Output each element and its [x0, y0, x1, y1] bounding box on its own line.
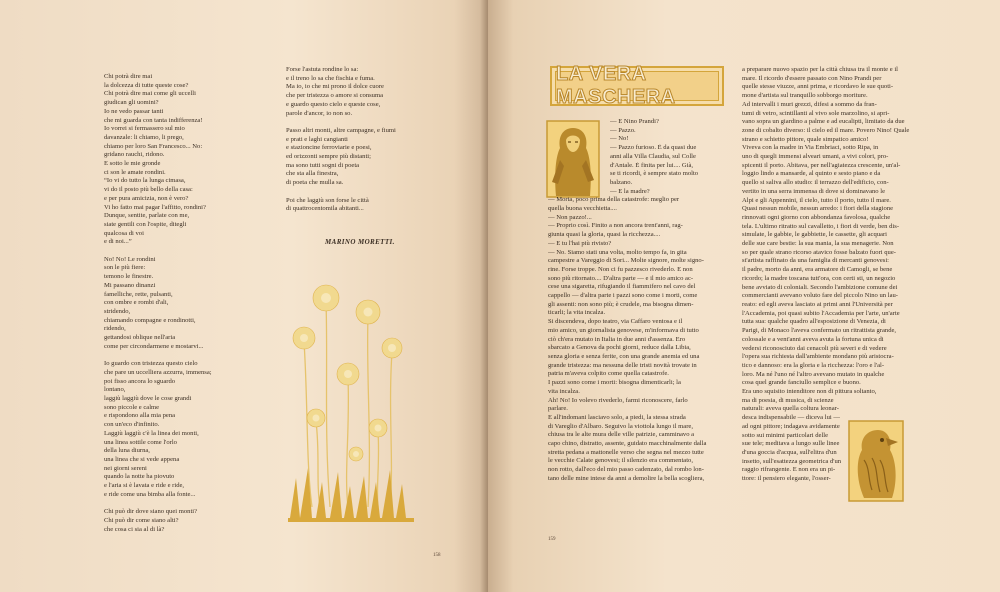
- story-line: — Non pazzo!...: [548, 213, 592, 221]
- poem-line: di poeta che mulla sa.: [286, 179, 344, 187]
- story-line: non rotto, dall'eco del mio passo cadenzato, dal rombo lon-: [548, 466, 704, 474]
- story-line: — No. Siamo stati una volta, molto tempo fa, in gita: [548, 248, 687, 256]
- story-line: patria m'aveva colpito come quella catastrofe.: [548, 370, 669, 378]
- story-line: mio amico, un giornalista genovese, m'informava di tutto: [548, 326, 699, 334]
- story-line: rine. Forse troppe. Non ci fu pazzesco rivederlo. E non: [548, 265, 693, 273]
- story-line: — E Nino Prandi?: [610, 118, 659, 125]
- poem-line: ci son le amate rondini.: [104, 168, 166, 176]
- story-line: — E la madre?: [610, 187, 650, 195]
- stanza-break: [286, 188, 396, 197]
- poem-line: parole d'ancor, io non so.: [286, 109, 353, 117]
- poem-line: Vi ho fatto mai pagar l'affitto, rondini?: [104, 203, 206, 211]
- stanza-break: [104, 351, 212, 360]
- story-line: bene avviato di coloniali. Secondo l'ambizione comune dei: [742, 283, 898, 291]
- story-line: sono più ritornato.... D'altra parte — e il mio amico ac-: [548, 274, 694, 282]
- story-column-2: [742, 66, 920, 484]
- story-line: st'artista raffinato da una famiglia di mercanti genovesi:: [742, 257, 889, 265]
- story-line: grande tristezza: ma nessuna delle tristi novità trovate in: [548, 361, 697, 369]
- story-line: — Pazzo furioso. È da quasi due: [610, 144, 697, 152]
- poem-line: Io vorrei si fermassero sul mio: [104, 125, 185, 133]
- story-line: chiusa tra le alte mura delle ville patrizie, camminavo a: [548, 431, 695, 439]
- poem-line: No! No! Le rondini: [104, 255, 156, 263]
- poem-line: che per tristezza o amore si consuma: [286, 92, 384, 100]
- story-line: vano sopra un giardino a palme e ad eucalipti, limitato da due: [742, 118, 905, 126]
- poem-line: che mi guarda con tanta indifferenza!: [104, 116, 203, 124]
- story-line: tumi di vetro, scintillanti al vivo sole marzolino, si apri-: [742, 109, 890, 117]
- poem-line: Forse l'astuta rondine lo sa:: [286, 66, 359, 73]
- story-line: l'Accademia, poi quasi subito l'Accademia per l'arte, un'arte: [742, 309, 900, 317]
- story-line: tutta sua: qualche quadro all'esposizione di Venezia, di: [742, 318, 886, 326]
- poem-line: e stazioncine ferroviarie e poesi,: [286, 144, 372, 152]
- story-line: sbarcato a Genova da pochi giorni, reduce dalla Libia,: [548, 344, 691, 352]
- story-line: Ad intervalli i muri grezzi, difesi a sommo da fran-: [742, 100, 877, 108]
- poem-line: temono le finestre.: [104, 273, 154, 281]
- story-line: d'una goccia d'acqua, sull'elitra d'un: [742, 448, 837, 456]
- poem-line: chiamando compagne e rondinotti,: [104, 316, 196, 324]
- poem-line: con un'eco d'infinito.: [104, 421, 160, 429]
- story-line: ma di poesia, di musica, di scienze: [742, 396, 834, 404]
- poem-line: sono piccole e calme: [104, 403, 160, 411]
- story-line: l'opera sua richiesta dall'ambiente mondano più aristocra-: [742, 353, 894, 361]
- story-line: strano e schietto pittore, quale simpatico amico!: [742, 135, 869, 143]
- poem-line: davanzale: li chiamo, li prego,: [104, 133, 184, 141]
- dandelion-illustration: [286, 282, 416, 522]
- story-line: zone di cobalto diverso: il cielo ed il mare. Povero Nino! Quale: [742, 126, 910, 134]
- poem-line: gridano rauchi, ridono.: [104, 151, 165, 159]
- poem-line: con ombre e rombi d'ali,: [104, 299, 169, 307]
- author-signature: MARINO MORETTI.: [325, 238, 395, 246]
- poem-line: lontano,: [104, 386, 126, 394]
- story-line: ad ogni pittore; indagava avidamente: [742, 422, 840, 430]
- story-line: tela. L'ultimo ritratto sul cavalletto, i fiori di verde, ben dis-: [742, 222, 900, 230]
- poem-line: Chi può dir come siano alti?: [104, 516, 179, 524]
- story-line: — Proprio così. Finito a non ancora trent'anni, rag-: [548, 222, 683, 230]
- story-line: I pazzi sono come i morti: bisogna dimenticarli; la: [548, 379, 681, 387]
- page-number-left: 158: [433, 553, 441, 558]
- stanza-break: [286, 118, 396, 127]
- poem-line: e per pura amicizia, non è vero?: [104, 194, 189, 202]
- story-line: parlare.: [548, 405, 568, 413]
- story-line: loro. Ma né l'uno né l'altro avevano mutato in qualche: [742, 370, 885, 378]
- poem-line: di quattrocentomila abitanti...: [286, 205, 364, 213]
- poem-line: “Io vi do tutto la lunga cimasa,: [104, 177, 186, 185]
- page-number-right: 159: [548, 537, 556, 542]
- story-line: sotto sui minimi particolari delle: [742, 431, 829, 439]
- story-line: ticarli; la vita incalza.: [548, 309, 606, 317]
- left-page: [0, 0, 488, 592]
- poem-line: stridendo,: [104, 307, 131, 315]
- story-line: reato: ed egli aveva lasciato ai primi anni l'Università per: [742, 300, 893, 308]
- poem-line: della luna diurna,: [104, 447, 150, 455]
- story-line: a preparare nuovo spazio per la città chiusa tra il monte e il: [742, 66, 898, 73]
- poem-line: una linea che si vede appena: [104, 455, 180, 463]
- poem-line: una linea sottile come l'orlo: [104, 438, 177, 446]
- poem-line: e rispondono alla mia pena: [104, 412, 176, 420]
- poem-line: poi fisso ancora lo sguardo: [104, 377, 176, 385]
- story-line: giunta quasi la gloria, quasi la ricchezza....: [548, 231, 661, 239]
- story-line: ttore: il pensiero elegante, l'osser-: [742, 475, 831, 483]
- story-line: anni alla Villa Claudia, sul Colle: [610, 152, 696, 160]
- story-line: cosa quel grande fanciullo semplice e buono.: [742, 379, 861, 387]
- poem-line: giudican gli uomini?: [104, 99, 159, 107]
- poem-line: Dunque, sentite, parlate con me,: [104, 212, 190, 220]
- poem-line: e guardo questo cielo e queste cose,: [286, 100, 381, 108]
- poem-line: son le più fiere:: [104, 264, 146, 272]
- story-line: gli assenti: non sono più; è crudele, ma bisogna dimen-: [548, 300, 694, 308]
- story-line: vita incalza.: [548, 387, 580, 395]
- poem-line: quando la notte ha piovuto: [104, 473, 175, 481]
- poem-line: e di noi...”: [104, 238, 132, 246]
- story-line: uno di quegli immensi alveari umani, a vivi colori, pro-: [742, 153, 889, 161]
- poem-line: Chi potrà dire mai come gli uccelli: [104, 90, 196, 98]
- poem-line: laggiù laggiù dove le cose grandi: [104, 394, 192, 402]
- poem-line: ma sono tutti sogni di poeta: [286, 161, 360, 169]
- story-line: desca indispensabile — diceva lui —: [742, 414, 840, 422]
- stanza-break: [104, 499, 212, 508]
- poem-line: e prati e laghi cangianti: [286, 135, 348, 143]
- poem-line: Mi passano dinanzi: [104, 281, 156, 289]
- story-line: so per quale strano ricorso atavico fosse balzato fuori que-: [742, 248, 896, 256]
- story-line: quelle stesse viuzze, anni prima, e ricordavo le sue quoti-: [742, 83, 894, 91]
- chapter-title: LA VERA MASCHERA: [556, 63, 676, 108]
- poem-column-2: [286, 66, 396, 214]
- story-line: quella buona vecchietta....: [548, 205, 617, 213]
- story-line: rinnovati ogni giorno con abbondanza favolosa, qualche: [742, 213, 891, 221]
- story-line: simulate, le gabbie, le gabbiette, le cassette, gli acquari: [742, 231, 888, 239]
- story-line: vertito in una serra immensa di dove si dominavano le: [742, 187, 886, 195]
- story-line: delle sue care bestie: la sua mania, la sua menagerie. Non: [742, 240, 894, 248]
- poem-line: come per circondarmene e mostarvi...: [104, 342, 204, 350]
- story-line: vedersi riconosciuto dai cenacoli più severi e di vedere: [742, 344, 887, 352]
- story-line: raggio rifrangente. E non era un pi-: [742, 466, 836, 474]
- poem-line: ridendo,: [104, 325, 126, 333]
- story-line: sue tele; meditava a lungo sulle linee: [742, 440, 840, 448]
- story-line: tano delle mine intese da anni a demolire la bella scogliera,: [548, 474, 705, 482]
- poem-line: e ride come una bimba alla fonte...: [104, 490, 196, 498]
- story-line: — No!: [610, 135, 629, 143]
- poem-line: che cosa ci sia al di là?: [104, 525, 165, 533]
- story-line: tico e dannoso: era la gloria e la ricchezza: l'oro e l'al-: [742, 361, 885, 369]
- story-line: Parigi, di Monaco l'aveva confermato un ritrattista grande,: [742, 327, 897, 335]
- poem-line: gettandosi oblique nell'aria: [104, 334, 176, 342]
- story-line: mone d'artista sul tranquillo sobborgo moriture.: [742, 92, 868, 100]
- poem-line: Io ne vedo passar tanti: [104, 107, 164, 115]
- story-line: Si discendeva, dopo teatro, via Caffaro ventosa e il: [548, 318, 683, 326]
- story-line: capo chino, distratto, assente, guidato macchinalmente dalla: [548, 440, 707, 448]
- story-line: se ti ricordi, è sempre stato molto: [610, 170, 699, 178]
- poem-line: che sta alla finestra,: [286, 170, 339, 178]
- story-line: mare. Il ricordo d'essere passato con Nino Prandi per: [742, 74, 882, 82]
- story-line: insetto, sull'esattezza geometrica d'un: [742, 457, 842, 465]
- story-line: stretta pedana a mattonelle verso che segna nel mezzo tutte: [548, 448, 704, 456]
- story-line: campestre a Vareggio di Sori... Molte signore, molte signo-: [548, 257, 704, 265]
- story-line: senza gloria e senza ferite, con una grande anemia ed una: [548, 352, 700, 360]
- story-line: quello si saliva allo studio: il terrazzo dell'edificio, con-: [742, 179, 889, 187]
- story-line: cese una sigaretta, rifugiando il fiammifero nel cavo del: [548, 283, 696, 291]
- story-line: Viveva con la madre in Via Embriaci, sotto Ripa, in: [742, 144, 879, 152]
- poem-line: vi do il posto più bello della casa:: [104, 186, 193, 194]
- story-line: commercianti avevano voluto fare del piccolo Nino un lau-: [742, 292, 898, 300]
- right-page: [488, 0, 1000, 592]
- story-line: — Morta, poco prima della catastrofe: meglio per: [548, 196, 680, 204]
- story-line: E all'indomani lasciavo solo, a piedi, la stessa strada: [548, 413, 686, 421]
- poem-line: siate gentili con l'ospite, ditegli: [104, 220, 187, 228]
- poem-line: Laggiù laggiù c'è la linea dei monti,: [104, 429, 199, 437]
- poem-line: qualcosa di voi: [104, 229, 144, 237]
- poem-line: Ma io, io che mi prono il dolce cuore: [286, 83, 384, 91]
- story-column-1: [548, 118, 728, 484]
- story-line: ciò ch'era mutato in Italia in due anni d'assenza. Ero: [548, 335, 686, 343]
- poem-line: famelliche, rette, pulsanti,: [104, 290, 173, 298]
- story-line: cappello — d'altra parte i pazzi sono come i morti, come: [548, 292, 698, 300]
- poem-line: e l'aria si è lavata e ride e ride,: [104, 482, 185, 490]
- story-line: le vecchie Calate genovesi; il silenzio era commentato,: [548, 457, 694, 465]
- chapter-title-banner: [550, 63, 724, 108]
- story-line: Quasi nessun mobile, nessun arredo: i fiori della stagione: [742, 205, 894, 213]
- poem-line: Chi può dir dove siano quei monti?: [104, 508, 198, 516]
- story-line: Ah! No! Io volevo rivederlo, farmi riconoscere, farlo: [548, 396, 688, 404]
- story-line: colossale e a vent'anni aveva avuta la fortuna unica di: [742, 335, 884, 343]
- poem-line: e il treno lo sa che fischia e fuma.: [286, 74, 375, 82]
- poem-line: chiamo per loro San Francesco... No:: [104, 142, 203, 150]
- story-line: — Pazzo.: [610, 126, 636, 134]
- stanza-break: [104, 247, 212, 256]
- story-line: il padre, morto da anni, era armatore di Camogli, se bene: [742, 266, 893, 274]
- poem-line: che pare un uccelliera azzurra, immensa;: [104, 368, 212, 376]
- story-line: d'Antale. È finita per lui.... Già,: [610, 161, 694, 169]
- story-line: Alpi e gli Appennini, il cielo, tutto il porto, tutto il mare.: [742, 196, 891, 204]
- story-line: naturali: aveva quella coltura leonar-: [742, 405, 839, 413]
- poem-line: nei giorni sereni: [104, 464, 147, 472]
- story-line: di Vareglio d'Albaro. Seguivo la viottola lungo il mare,: [548, 422, 694, 430]
- poem-line: la dolcezza di tutte queste cose?: [104, 81, 189, 89]
- story-line: Era uno squisito intenditore non di pittura soltanto,: [742, 388, 877, 396]
- poem-line: Io guardo con tristezza questo cielo: [104, 360, 198, 368]
- story-line: ricordo; la madre toscana tutt'ora, con certi sti, un negozio: [742, 274, 896, 282]
- poem-column-1: [104, 73, 212, 534]
- poem-line: Poi che laggiù son forse le città: [286, 196, 369, 204]
- story-line: loggio lindo a mansarde, al quinto e sesto piano e da: [742, 170, 881, 178]
- story-line: spicenti il porto. Abitava, per nell'agiatezza crescente, un'al-: [742, 161, 901, 169]
- poem-line: Chi potrà dire mai: [104, 73, 153, 80]
- story-line: balzano.: [610, 178, 633, 186]
- poem-line: E sotto le mie gronde: [104, 160, 161, 168]
- poem-line: ed orizzonti sempre più distanti;: [286, 153, 371, 161]
- poem-line: Passo altri monti, altre campagne, e fiumi: [286, 126, 396, 134]
- story-line: — E tu l'hai più rivisto?: [548, 239, 612, 247]
